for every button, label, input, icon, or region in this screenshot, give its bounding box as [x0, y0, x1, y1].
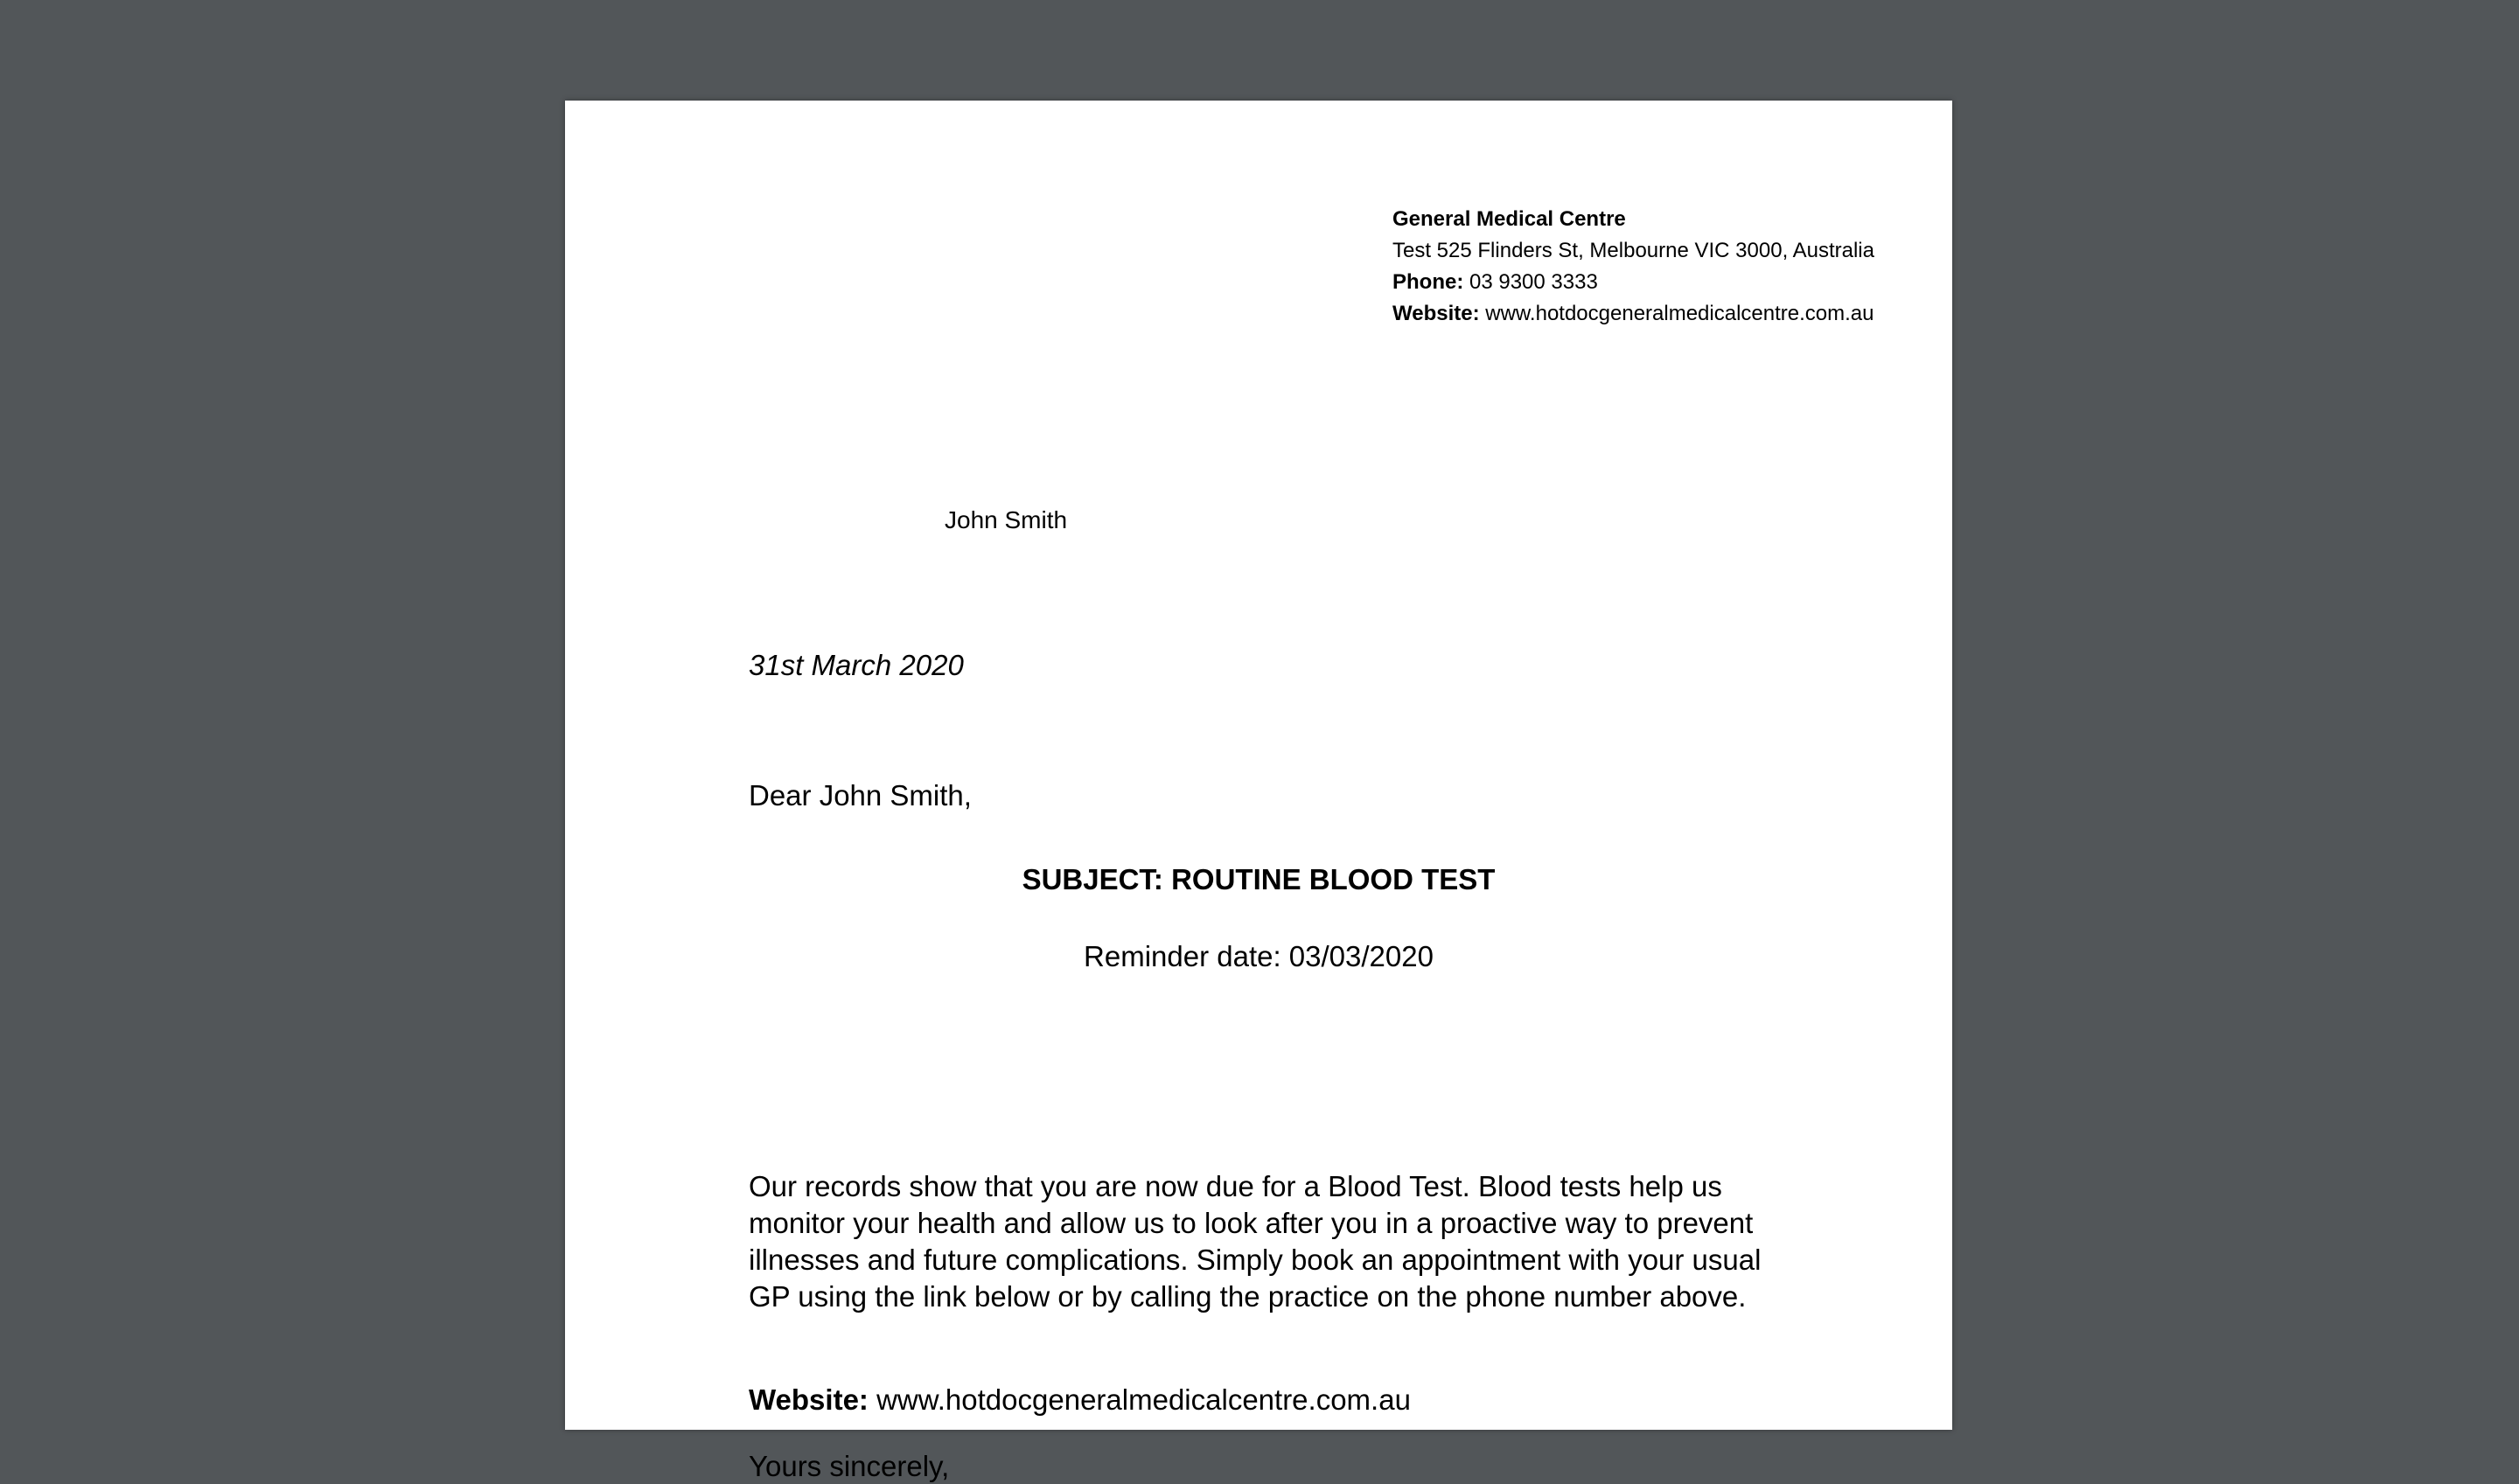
- letter-website-label: Website:: [749, 1383, 869, 1416]
- clinic-address: Test 525 Flinders St, Melbourne VIC 3000, Australia: [1392, 239, 1874, 262]
- clinic-website: www.hotdocgeneralmedicalcentre.com.au: [1485, 302, 1874, 325]
- document-page: [565, 101, 1952, 1482]
- letter-website-line: [749, 1383, 1411, 1418]
- clinic-website-label: Website:: [1392, 302, 1480, 325]
- letter-body: Our records show that you are now due for a Blood Test. Blood tests help us monitor your health and allow us to look after you in a proactive way to prevent illnesses and future complications. Simply book an appointment with your usual GP using the link below or by calling the practice on the phone number above.: [749, 1170, 1762, 1313]
- clinic-phone-line: [1392, 267, 1874, 298]
- letter-website-link[interactable]: www.hotdocgeneralmedicalcentre.com.au: [876, 1383, 1411, 1416]
- letter-greeting: Dear John Smith,: [749, 779, 972, 812]
- recipient-name: John Smith: [945, 506, 1068, 533]
- clinic-phone: 03 9300 3333: [1469, 270, 1598, 294]
- clinic-header: [1392, 204, 1874, 330]
- clinic-name: General Medical Centre: [1392, 207, 1626, 231]
- letter-subject: SUBJECT: ROUTINE BLOOD TEST: [1022, 863, 1496, 895]
- reminder-date: Reminder date: 03/03/2020: [1084, 940, 1434, 972]
- clinic-phone-label: Phone:: [1392, 270, 1464, 294]
- letter-closing: Yours sincerely,: [749, 1450, 950, 1482]
- letter-date: 31st March 2020: [749, 649, 964, 681]
- clinic-website-line: [1392, 298, 1874, 330]
